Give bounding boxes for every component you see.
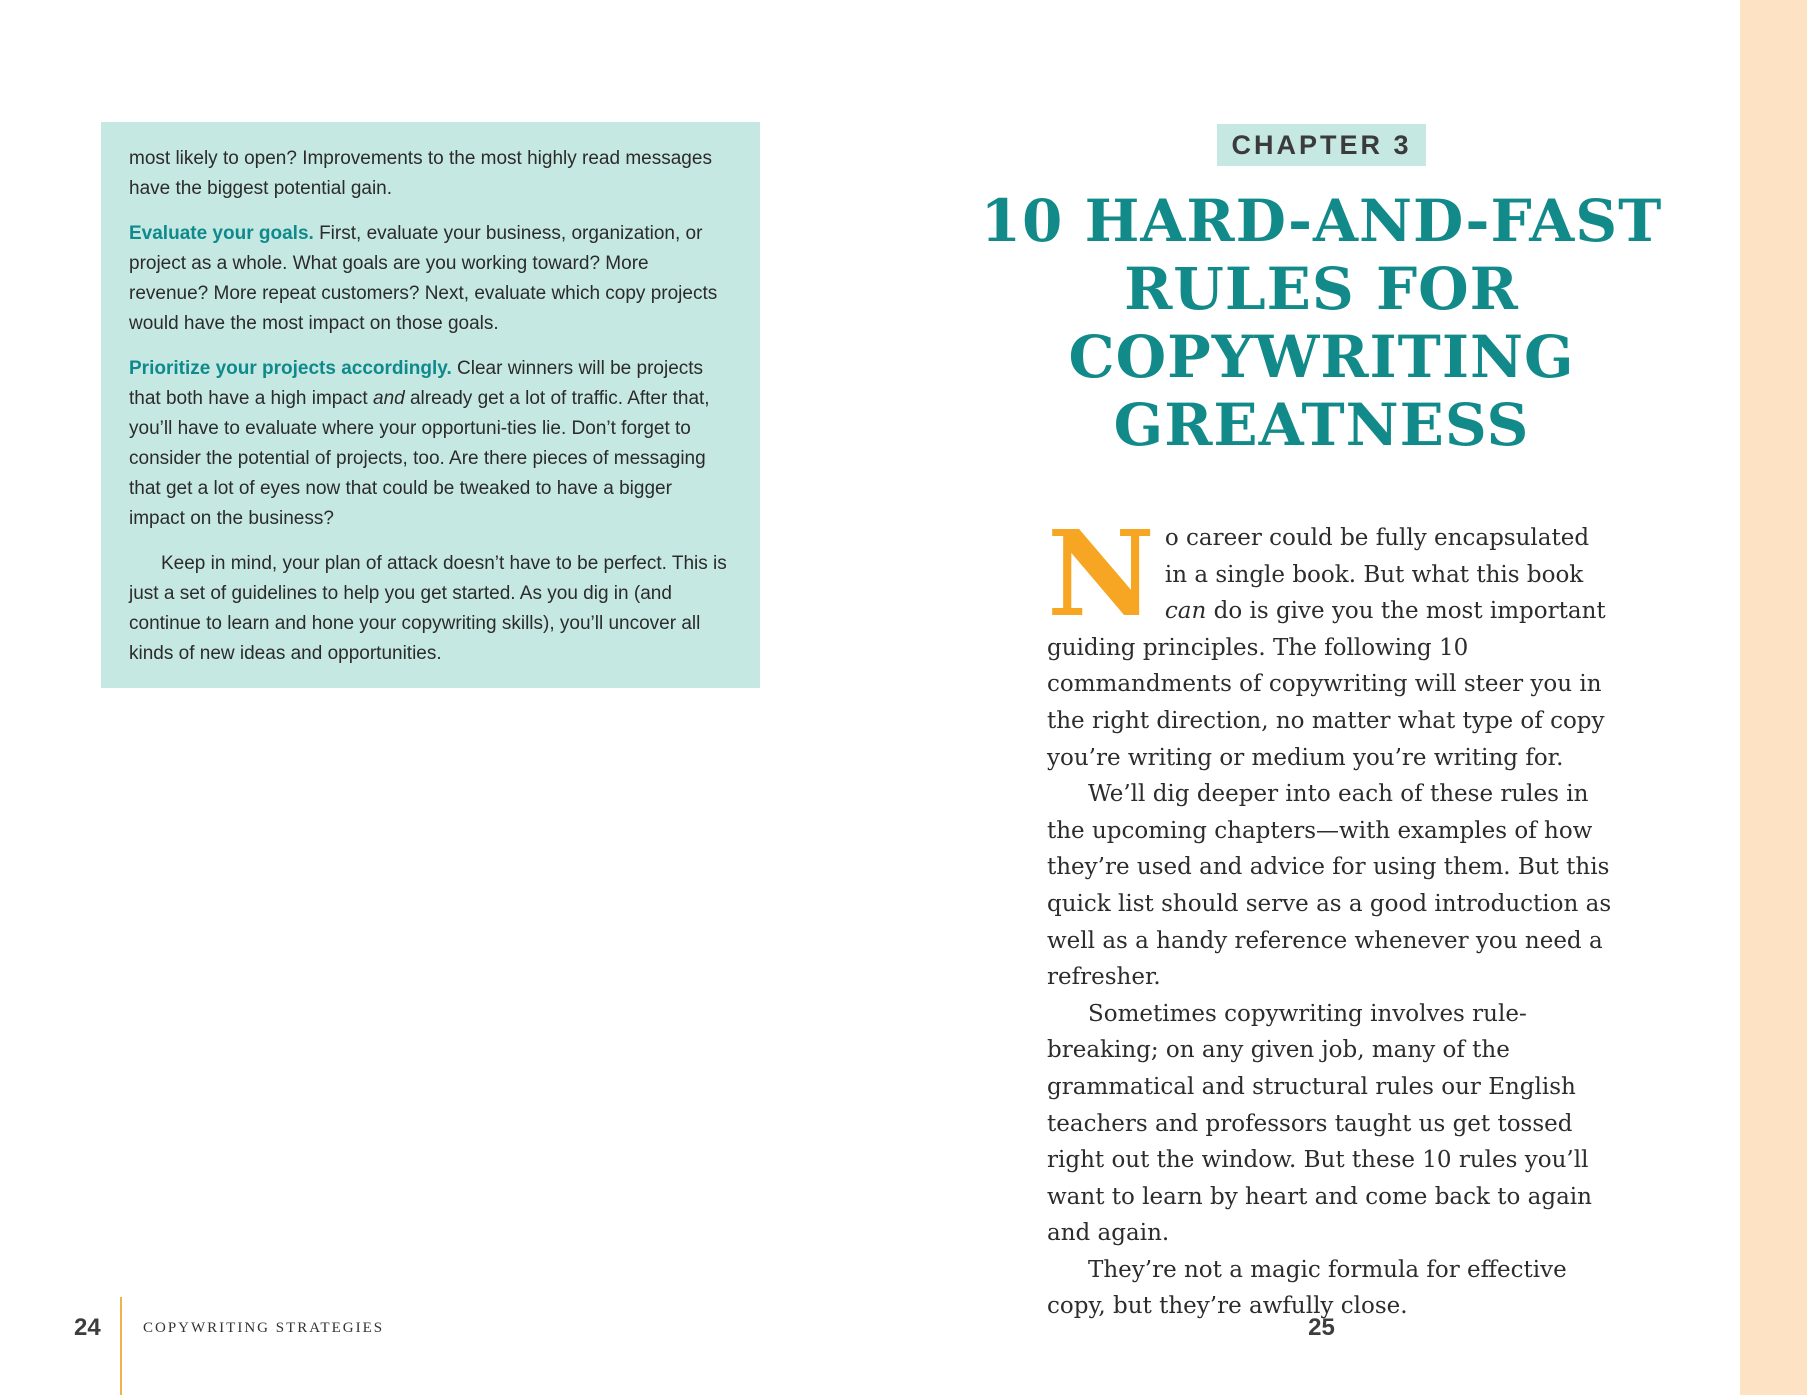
page-edge-tab — [1740, 0, 1807, 1395]
body-paragraph-2: We’ll dig deeper into each of these rules in the upcoming chapters—with examples of how they’re used and advice for using them. But this quick list should serve as a good introduction as well as a handy reference whenever you need a refresher. — [1047, 781, 1612, 991]
sidebar-lead-prioritize: Prioritize your projects accordingly. — [129, 358, 452, 379]
chapter-title-line: GREATNESS — [1113, 391, 1530, 459]
chapter-title — [903, 187, 1740, 459]
body-text: do is give you the most important guiding principles. The following 10 commandments of copywriting will steer you in the right direction, no matter what type of copy you’re writing or medium you’re writing for. — [1047, 598, 1606, 771]
chapter-label: CHAPTER 3 — [1217, 124, 1425, 166]
right-page — [903, 0, 1807, 1395]
page-number-left: 24 — [74, 1314, 101, 1341]
sidebar-paragraph-1: most likely to open? Improvements to the most highly read messages have the biggest potential gain. — [129, 148, 712, 199]
chapter-label-wrap — [903, 124, 1740, 166]
sidebar-emphasis: and — [373, 388, 405, 409]
body-paragraph-3: Sometimes copywriting involves rule-breaking; on any given job, many of the grammatical and structural rules our English teachers and professors taught us get tossed right out the window. But these 10 rules you’ll want to learn by heart and come back to again and again. — [1047, 1000, 1592, 1247]
left-page — [0, 0, 903, 1395]
footer-divider — [120, 1297, 122, 1395]
body-text: o career could be fully encapsulated in a single book. But what this book — [1164, 525, 1590, 588]
chapter-title-line: COPYWRITING — [1068, 323, 1575, 391]
sidebar-paragraph-3 — [129, 354, 730, 534]
sidebar-text: Clear winners will be projects that both have a high impact — [129, 358, 704, 409]
sidebar-paragraph-4: Keep in mind, your plan of attack doesn’t have to be perfect. This is just a set of guidelines to help you get started. As you dig in (and continue to learn and hone your copywriting skills), you’ll uncover all kinds of new ideas and opportunities. — [129, 553, 727, 664]
drop-cap: N — [1047, 504, 1155, 643]
body-emphasis: can — [1164, 598, 1207, 625]
sidebar-paragraph-2 — [129, 219, 730, 339]
body-paragraph-1 — [1047, 504, 1617, 776]
sidebar-text: already get a lot of traffic. After that, you’ll have to evaluate where your opportuni-ties lie. Don’t forget to consider the potential of projects, too. Are there pieces of messaging that get a lot of eyes now that could be tweaked to have a bigger impact on the business? — [129, 388, 710, 529]
chapter-title-line: 10 HARD-AND-FAST — [980, 187, 1663, 255]
chapter-title-line: RULES FOR — [1124, 255, 1519, 323]
sidebar-lead-evaluate-goals: Evaluate your goals. — [129, 223, 314, 244]
page-number-right: 25 — [1308, 1314, 1335, 1341]
sidebar-text: First, evaluate your business, organization, or project as a whole. What goals are you working toward? More revenue? More repeat customers? Next, evaluate which copy projects would have the most impact on those goals. — [129, 223, 718, 334]
body-paragraph-4: They’re not a magic formula for effective copy, but they’re awfully close. — [1047, 1256, 1567, 1320]
running-head: COPYWRITING STRATEGIES — [143, 1320, 385, 1336]
chapter-body — [1047, 504, 1617, 1325]
sidebar-box — [101, 122, 760, 688]
